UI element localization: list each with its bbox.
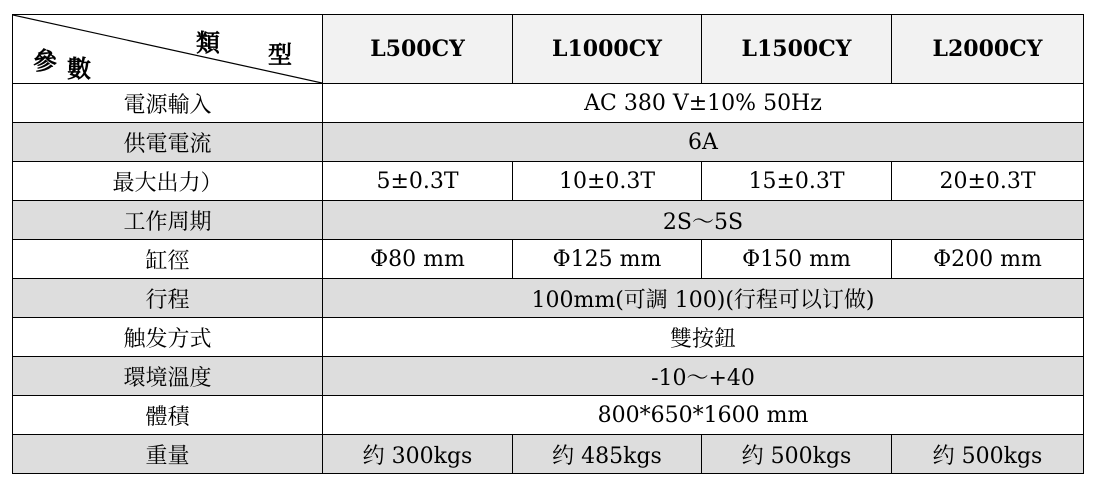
model-header: L2000CY xyxy=(892,15,1084,84)
row-value: 20±0.3T xyxy=(892,162,1084,201)
row-label: 供電電流 xyxy=(13,123,323,162)
row-label: 缸徑 xyxy=(13,240,323,279)
row-value: 2S～5S xyxy=(323,201,1084,240)
row-value: Φ200 mm xyxy=(892,240,1084,279)
row-trigger-mode xyxy=(13,318,1084,357)
row-stroke xyxy=(13,279,1084,318)
row-value: 800*650*1600 mm xyxy=(323,396,1084,435)
row-value: 15±0.3T xyxy=(702,162,892,201)
row-value: -10～+40 xyxy=(323,357,1084,396)
row-label: 最大出力） xyxy=(13,162,323,201)
model-header: L1000CY xyxy=(513,15,702,84)
row-power-input xyxy=(13,84,1084,123)
row-value: AC 380 V±10% 50Hz xyxy=(323,84,1084,123)
row-value: 约 500kgs xyxy=(702,435,892,474)
corner-cell xyxy=(13,15,323,84)
corner-param-char: 參 xyxy=(33,46,57,75)
row-ambient-temperature xyxy=(13,357,1084,396)
row-max-output xyxy=(13,162,1084,201)
row-label: 重量 xyxy=(13,435,323,474)
row-work-cycle xyxy=(13,201,1084,240)
row-value: Φ80 mm xyxy=(323,240,513,279)
corner-param-char: 數 xyxy=(67,54,91,83)
row-label: 體積 xyxy=(13,396,323,435)
row-cylinder-diameter xyxy=(13,240,1084,279)
row-value: 10±0.3T xyxy=(513,162,702,201)
spec-table xyxy=(12,14,1084,474)
row-label: 電源輸入 xyxy=(13,84,323,123)
row-value: 雙按鈕 xyxy=(323,318,1084,357)
row-value: 约 300kgs xyxy=(323,435,513,474)
row-label: 環境溫度 xyxy=(13,357,323,396)
row-weight xyxy=(13,435,1084,474)
row-value: Φ150 mm xyxy=(702,240,892,279)
row-value: 5±0.3T xyxy=(323,162,513,201)
corner-type-char: 型 xyxy=(268,40,292,69)
row-supply-current xyxy=(13,123,1084,162)
row-volume xyxy=(13,396,1084,435)
row-label: 行程 xyxy=(13,279,323,318)
model-header: L1500CY xyxy=(702,15,892,84)
row-value: 约 500kgs xyxy=(892,435,1084,474)
row-value: Φ125 mm xyxy=(513,240,702,279)
model-header: L500CY xyxy=(323,15,513,84)
row-label: 工作周期 xyxy=(13,201,323,240)
header-row xyxy=(13,15,1084,84)
row-label: 触发方式 xyxy=(13,318,323,357)
corner-type-char: 類 xyxy=(196,28,220,57)
row-value: 约 485kgs xyxy=(513,435,702,474)
row-value: 100mm(可調 100)(行程可以订做) xyxy=(323,279,1084,318)
row-value: 6A xyxy=(323,123,1084,162)
